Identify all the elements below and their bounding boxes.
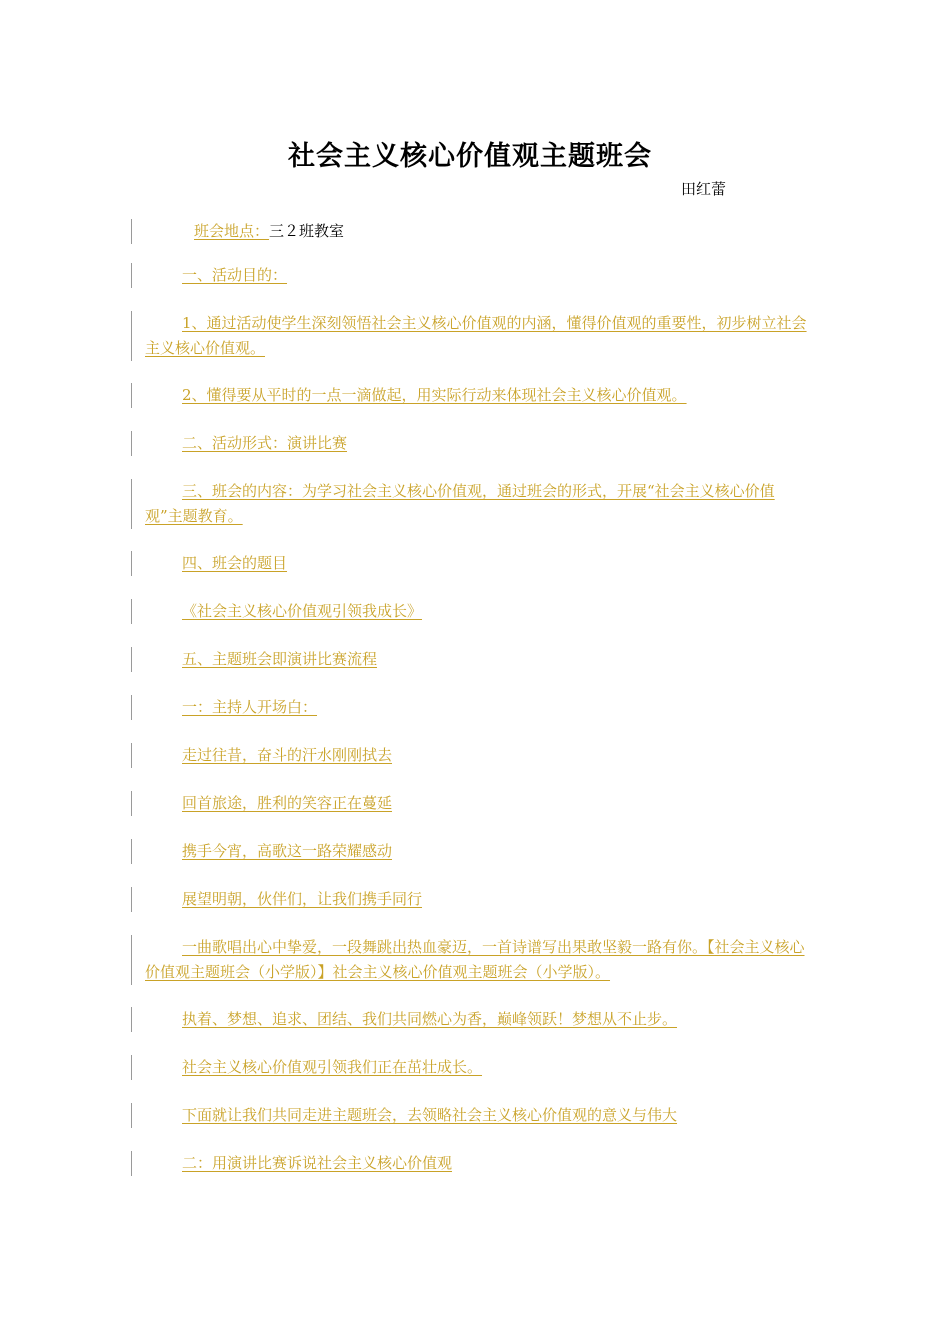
paragraph bbox=[131, 743, 808, 768]
paragraph-link[interactable]: 二、活动形式：演讲比赛 bbox=[182, 434, 348, 452]
location-value: 三２班教室 bbox=[269, 222, 345, 240]
paragraph bbox=[131, 935, 808, 985]
paragraph-link[interactable]: 下面就让我们共同走进主题班会，去领略社会主义核心价值观的意义与伟大 bbox=[182, 1106, 678, 1124]
paragraph-link[interactable]: 一、活动目的： bbox=[182, 266, 288, 284]
paragraph-link[interactable]: 二：用演讲比赛诉说社会主义核心价值观 bbox=[182, 1154, 453, 1172]
paragraph bbox=[131, 1007, 808, 1032]
location-label[interactable]: 班会地点： bbox=[194, 222, 270, 240]
paragraph-link[interactable]: 展望明朝，伙伴们，让我们携手同行 bbox=[182, 890, 423, 908]
paragraph-link[interactable]: 回首旅途，胜利的笑容正在蔓延 bbox=[182, 794, 393, 812]
paragraph-link[interactable]: 执着、梦想、追求、团结、我们共同燃心为香，巅峰领跃！梦想从不止步。 bbox=[182, 1010, 678, 1028]
paragraph bbox=[131, 431, 808, 456]
paragraph bbox=[131, 599, 808, 624]
paragraph-link[interactable]: 携手今宵，高歌这一路荣耀感动 bbox=[182, 842, 393, 860]
paragraph-link[interactable]: 1、通过活动使学生深刻领悟社会主义核心价值观的内涵，懂得价值观的重要性，初步树立社会主义核心价值观。 bbox=[145, 314, 807, 357]
paragraph bbox=[131, 551, 808, 576]
paragraph-link[interactable]: 走过往昔，奋斗的汗水刚刚拭去 bbox=[182, 746, 393, 764]
paragraph bbox=[131, 1103, 808, 1128]
location-paragraph bbox=[131, 219, 808, 244]
paragraph-link[interactable]: 五、主题班会即演讲比赛流程 bbox=[182, 650, 378, 668]
paragraph bbox=[131, 839, 808, 864]
paragraph-link[interactable]: 一：主持人开场白： bbox=[182, 698, 318, 716]
paragraph bbox=[131, 1055, 808, 1080]
paragraph-link[interactable]: 四、班会的题目 bbox=[182, 554, 288, 572]
paragraph-link[interactable]: 社会主义核心价值观引领我们正在茁壮成长。 bbox=[182, 1058, 483, 1076]
paragraph-link[interactable]: 三、班会的内容：为学习社会主义核心价值观，通过班会的形式，开展“社会主义核心价值观”主题教育。 bbox=[145, 482, 775, 525]
paragraph bbox=[131, 695, 808, 720]
paragraph bbox=[131, 791, 808, 816]
document-title: 社会主义核心价值观主题班会 bbox=[288, 141, 652, 172]
paragraph bbox=[131, 263, 808, 288]
paragraph-link[interactable]: 一曲歌唱出心中挚爱，一段舞跳出热血豪迈，一首诗谱写出果敢坚毅一路有你。【社会主义核心价值观主题班会（小学版）】社会主义核心价值观主题班会（小学版）。 bbox=[145, 938, 805, 981]
paragraph bbox=[131, 479, 808, 529]
paragraph bbox=[131, 887, 808, 912]
paragraph bbox=[131, 311, 808, 361]
paragraph bbox=[131, 383, 808, 408]
paragraph bbox=[131, 647, 808, 672]
paragraph bbox=[131, 1151, 808, 1176]
document-author: 田红蕾 bbox=[681, 180, 727, 198]
paragraph-link[interactable]: 2、懂得要从平时的一点一滴做起，用实际行动来体现社会主义核心价值观。 bbox=[182, 386, 687, 404]
paragraph-link[interactable]: 《社会主义核心价值观引领我成长》 bbox=[182, 602, 423, 620]
